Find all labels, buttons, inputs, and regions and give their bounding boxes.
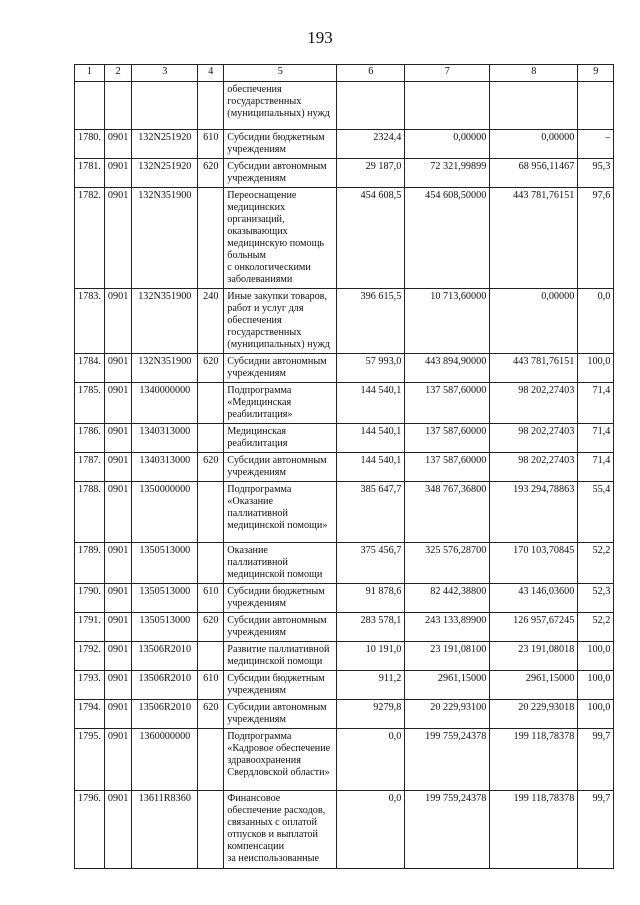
item-name-cell: Субсидии автономным учреждениям [224, 159, 337, 188]
section-code-cell: 0901 [104, 700, 131, 729]
column-header: 7 [405, 65, 490, 82]
planned-amount-cell: 137 587,60000 [405, 453, 490, 482]
expense-type-cell [198, 729, 224, 791]
approved-amount-cell: 29 187,0 [337, 159, 405, 188]
approved-amount-cell: 454 608,5 [337, 188, 405, 289]
executed-amount-cell: 126 957,67245 [490, 613, 578, 642]
section-code-cell: 0901 [104, 729, 131, 791]
section-code-cell: 0901 [104, 289, 131, 354]
row-index-cell: 1788. [75, 482, 105, 543]
section-code-cell [104, 82, 131, 130]
section-code-cell: 0901 [104, 642, 131, 671]
row-index-cell: 1791. [75, 613, 105, 642]
section-code-cell: 0901 [104, 482, 131, 543]
section-code-cell: 0901 [104, 671, 131, 700]
row-index-cell: 1794. [75, 700, 105, 729]
row-index-cell: 1789. [75, 543, 105, 584]
row-index-cell: 1784. [75, 354, 105, 383]
item-name-cell: Субсидии автономным учреждениям [224, 453, 337, 482]
approved-amount-cell: 144 540,1 [337, 424, 405, 453]
expense-type-cell: 240 [198, 289, 224, 354]
row-index-cell: 1787. [75, 453, 105, 482]
target-article-cell: 1360000000 [132, 729, 198, 791]
section-code-cell: 0901 [104, 453, 131, 482]
target-article-cell: 132N351900 [132, 354, 198, 383]
execution-percent-cell: 97,6 [578, 188, 614, 289]
row-index-cell [75, 82, 105, 130]
column-header: 5 [224, 65, 337, 82]
table-row [75, 289, 614, 354]
approved-amount-cell: 375 456,7 [337, 543, 405, 584]
planned-amount-cell: 348 767,36800 [405, 482, 490, 543]
expense-type-cell [198, 791, 224, 869]
item-name-cell: Субсидии бюджетным учреждениям [224, 671, 337, 700]
expense-type-cell: 610 [198, 584, 224, 613]
executed-amount-cell: 98 202,27403 [490, 424, 578, 453]
row-index-cell: 1796. [75, 791, 105, 869]
table-row [75, 729, 614, 791]
approved-amount-cell: 9279,8 [337, 700, 405, 729]
execution-percent-cell: 100,0 [578, 700, 614, 729]
executed-amount-cell: 193 294,78863 [490, 482, 578, 543]
target-article-cell: 13506R2010 [132, 642, 198, 671]
execution-percent-cell: 52,2 [578, 543, 614, 584]
approved-amount-cell [337, 82, 405, 130]
execution-percent-cell [578, 82, 614, 130]
item-name-cell: Субсидии бюджетным учреждениям [224, 130, 337, 159]
section-code-cell: 0901 [104, 584, 131, 613]
planned-amount-cell: 72 321,99899 [405, 159, 490, 188]
planned-amount-cell: 325 576,28700 [405, 543, 490, 584]
target-article-cell: 1350513000 [132, 543, 198, 584]
expense-type-cell [198, 543, 224, 584]
item-name-cell: Подпрограмма «Медицинская реабилитация» [224, 383, 337, 424]
planned-amount-cell: 199 759,24378 [405, 729, 490, 791]
target-article-cell: 13506R2010 [132, 700, 198, 729]
approved-amount-cell: 57 993,0 [337, 354, 405, 383]
execution-percent-cell: 100,0 [578, 671, 614, 700]
executed-amount-cell: 0,00000 [490, 130, 578, 159]
approved-amount-cell: 0,0 [337, 729, 405, 791]
executed-amount-cell: 170 103,70845 [490, 543, 578, 584]
planned-amount-cell: 23 191,08100 [405, 642, 490, 671]
planned-amount-cell: 199 759,24378 [405, 791, 490, 869]
target-article-cell: 132N251920 [132, 130, 198, 159]
target-article-cell [132, 82, 198, 130]
row-index-cell: 1793. [75, 671, 105, 700]
execution-percent-cell: – [578, 130, 614, 159]
section-code-cell: 0901 [104, 791, 131, 869]
planned-amount-cell: 454 608,50000 [405, 188, 490, 289]
expense-type-cell [198, 424, 224, 453]
executed-amount-cell: 20 229,93018 [490, 700, 578, 729]
planned-amount-cell: 20 229,93100 [405, 700, 490, 729]
execution-percent-cell: 71,4 [578, 383, 614, 424]
executed-amount-cell: 199 118,78378 [490, 729, 578, 791]
column-header: 6 [337, 65, 405, 82]
executed-amount-cell: 0,00000 [490, 289, 578, 354]
planned-amount-cell [405, 82, 490, 130]
row-index-cell: 1783. [75, 289, 105, 354]
table-row [75, 584, 614, 613]
expense-type-cell [198, 82, 224, 130]
execution-percent-cell: 55,4 [578, 482, 614, 543]
executed-amount-cell: 23 191,08018 [490, 642, 578, 671]
section-code-cell: 0901 [104, 354, 131, 383]
planned-amount-cell: 243 133,89900 [405, 613, 490, 642]
table-row [75, 700, 614, 729]
expense-type-cell: 610 [198, 671, 224, 700]
approved-amount-cell: 283 578,1 [337, 613, 405, 642]
target-article-cell: 132N351900 [132, 188, 198, 289]
section-code-cell: 0901 [104, 424, 131, 453]
row-index-cell: 1795. [75, 729, 105, 791]
approved-amount-cell: 144 540,1 [337, 383, 405, 424]
row-index-cell: 1792. [75, 642, 105, 671]
expense-type-cell: 610 [198, 130, 224, 159]
target-article-cell: 132N251920 [132, 159, 198, 188]
column-header: 4 [198, 65, 224, 82]
executed-amount-cell [490, 82, 578, 130]
item-name-cell: Субсидии автономным учреждениям [224, 613, 337, 642]
planned-amount-cell: 137 587,60000 [405, 383, 490, 424]
executed-amount-cell: 443 781,76151 [490, 354, 578, 383]
planned-amount-cell: 0,00000 [405, 130, 490, 159]
column-header: 1 [75, 65, 105, 82]
budget-table [74, 64, 614, 869]
executed-amount-cell: 2961,15000 [490, 671, 578, 700]
expense-type-cell [198, 188, 224, 289]
row-index-cell: 1782. [75, 188, 105, 289]
item-name-cell: Оказание паллиативной медицинской помощи [224, 543, 337, 584]
approved-amount-cell: 2324,4 [337, 130, 405, 159]
executed-amount-cell: 68 956,11467 [490, 159, 578, 188]
planned-amount-cell: 137 587,60000 [405, 424, 490, 453]
execution-percent-cell: 95,3 [578, 159, 614, 188]
expense-type-cell: 620 [198, 159, 224, 188]
execution-percent-cell: 0,0 [578, 289, 614, 354]
target-article-cell: 1340313000 [132, 424, 198, 453]
column-header: 9 [578, 65, 614, 82]
item-name-cell: Переоснащение медицинских организаций, оказывающих медицинскую помощь больным с онкологическими заболеваниями [224, 188, 337, 289]
executed-amount-cell: 98 202,27403 [490, 453, 578, 482]
table-row [75, 671, 614, 700]
target-article-cell: 1340000000 [132, 383, 198, 424]
item-name-cell: Медицинская реабилитация [224, 424, 337, 453]
approved-amount-cell: 385 647,7 [337, 482, 405, 543]
planned-amount-cell: 2961,15000 [405, 671, 490, 700]
column-header: 3 [132, 65, 198, 82]
table-row [75, 188, 614, 289]
item-name-cell: Иные закупки товаров, работ и услуг для обеспечения государственных (муниципальных) нужд [224, 289, 337, 354]
target-article-cell: 13611R8360 [132, 791, 198, 869]
item-name-cell: обеспечения государственных (муниципальных) нужд [224, 82, 337, 130]
expense-type-cell: 620 [198, 354, 224, 383]
execution-percent-cell: 52,2 [578, 613, 614, 642]
section-code-cell: 0901 [104, 159, 131, 188]
item-name-cell: Подпрограмма «Оказание паллиативной медицинской помощи» [224, 482, 337, 543]
approved-amount-cell: 10 191,0 [337, 642, 405, 671]
planned-amount-cell: 82 442,38800 [405, 584, 490, 613]
table-header-row [75, 65, 614, 82]
execution-percent-cell: 100,0 [578, 354, 614, 383]
table-row [75, 383, 614, 424]
target-article-cell: 132N351900 [132, 289, 198, 354]
approved-amount-cell: 0,0 [337, 791, 405, 869]
item-name-cell: Субсидии автономным учреждениям [224, 354, 337, 383]
approved-amount-cell: 396 615,5 [337, 289, 405, 354]
expense-type-cell [198, 383, 224, 424]
item-name-cell: Финансовое обеспечение расходов, связанных с оплатой отпусков и выплатой компенсации за неиспользованные [224, 791, 337, 869]
item-name-cell: Развитие паллиативной медицинской помощи [224, 642, 337, 671]
table-row [75, 82, 614, 130]
target-article-cell: 1340313000 [132, 453, 198, 482]
approved-amount-cell: 144 540,1 [337, 453, 405, 482]
row-index-cell: 1790. [75, 584, 105, 613]
execution-percent-cell: 52,3 [578, 584, 614, 613]
table-row [75, 482, 614, 543]
execution-percent-cell: 71,4 [578, 424, 614, 453]
section-code-cell: 0901 [104, 613, 131, 642]
execution-percent-cell: 100,0 [578, 642, 614, 671]
item-name-cell: Подпрограмма «Кадровое обеспечение здравоохранения Свердловской области» [224, 729, 337, 791]
item-name-cell: Субсидии бюджетным учреждениям [224, 584, 337, 613]
row-index-cell: 1786. [75, 424, 105, 453]
expense-type-cell [198, 482, 224, 543]
section-code-cell: 0901 [104, 543, 131, 584]
column-header: 8 [490, 65, 578, 82]
planned-amount-cell: 443 894,90000 [405, 354, 490, 383]
executed-amount-cell: 43 146,03600 [490, 584, 578, 613]
row-index-cell: 1781. [75, 159, 105, 188]
row-index-cell: 1780. [75, 130, 105, 159]
column-header: 2 [104, 65, 131, 82]
expense-type-cell: 620 [198, 613, 224, 642]
table-row [75, 424, 614, 453]
table-row [75, 354, 614, 383]
table-row [75, 791, 614, 869]
target-article-cell: 1350513000 [132, 584, 198, 613]
executed-amount-cell: 443 781,76151 [490, 188, 578, 289]
approved-amount-cell: 91 878,6 [337, 584, 405, 613]
target-article-cell: 13506R2010 [132, 671, 198, 700]
table-row [75, 543, 614, 584]
target-article-cell: 1350513000 [132, 613, 198, 642]
section-code-cell: 0901 [104, 188, 131, 289]
executed-amount-cell: 199 118,78378 [490, 791, 578, 869]
expense-type-cell: 620 [198, 453, 224, 482]
section-code-cell: 0901 [104, 383, 131, 424]
item-name-cell: Субсидии автономным учреждениям [224, 700, 337, 729]
table-row [75, 453, 614, 482]
table-row [75, 642, 614, 671]
page-number: 193 [307, 28, 333, 47]
execution-percent-cell: 71,4 [578, 453, 614, 482]
expense-type-cell [198, 642, 224, 671]
executed-amount-cell: 98 202,27403 [490, 383, 578, 424]
table-row [75, 613, 614, 642]
approved-amount-cell: 911,2 [337, 671, 405, 700]
table-row [75, 130, 614, 159]
execution-percent-cell: 99,7 [578, 729, 614, 791]
execution-percent-cell: 99,7 [578, 791, 614, 869]
table-row [75, 159, 614, 188]
expense-type-cell: 620 [198, 700, 224, 729]
target-article-cell: 1350000000 [132, 482, 198, 543]
planned-amount-cell: 10 713,60000 [405, 289, 490, 354]
section-code-cell: 0901 [104, 130, 131, 159]
row-index-cell: 1785. [75, 383, 105, 424]
